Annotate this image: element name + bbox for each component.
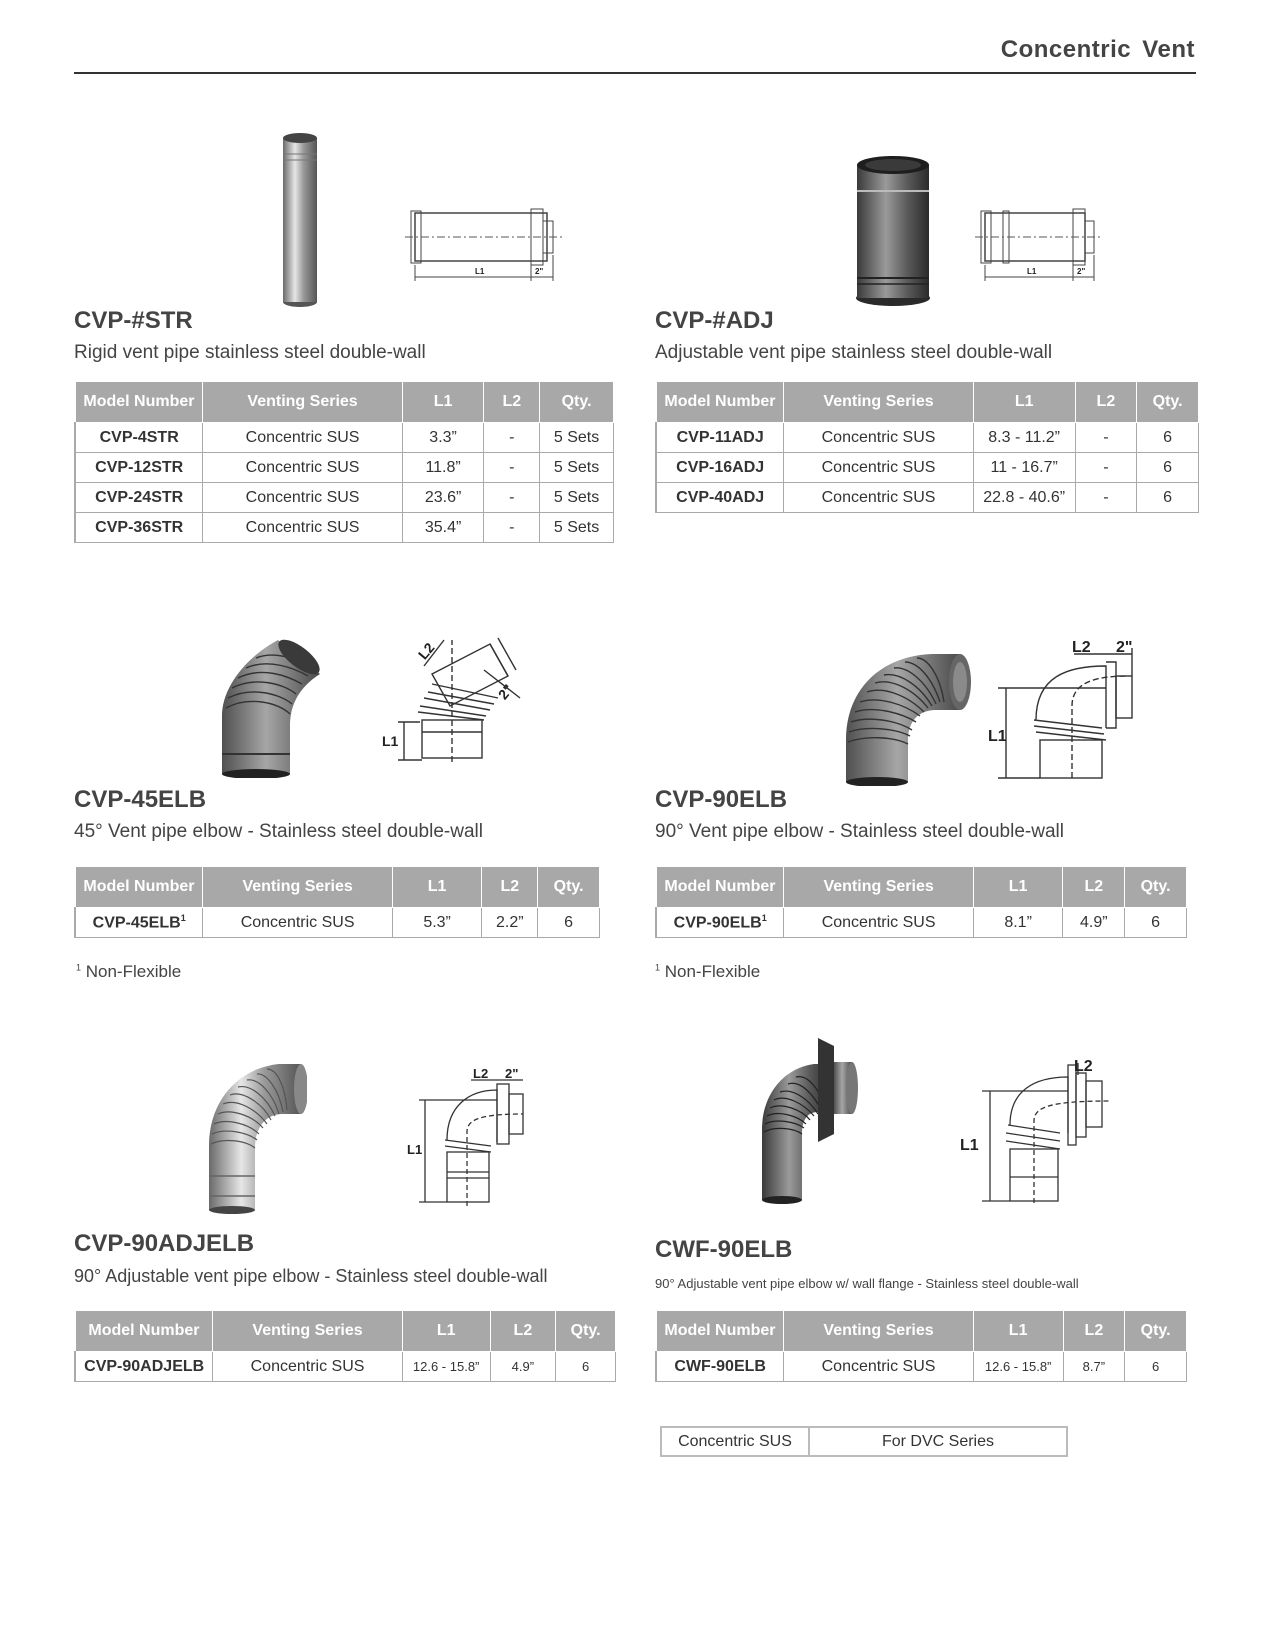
section-desc-90elb: 90° Vent pipe elbow - Stainless steel double-wall <box>655 821 1064 842</box>
col-l1: L1 <box>973 1311 1063 1352</box>
elbow-45-diagram <box>380 636 540 764</box>
section-title-str: CVP-#STR <box>74 307 193 334</box>
col-qty: Qty. <box>538 867 600 908</box>
dim-l1-label: L1 <box>960 1137 979 1154</box>
spec-table-adj <box>655 381 1199 513</box>
dim-l1-label: L1 <box>1027 267 1037 276</box>
dim-2in-label: 2" <box>505 1066 519 1081</box>
col-model-number: Model Number <box>656 1311 784 1352</box>
elbow-90-diagram <box>988 636 1158 782</box>
series-legend <box>660 1426 1068 1457</box>
spec-table-45elb <box>74 866 600 938</box>
footnote-45elb: $^1$ Non-Flexible <box>76 962 182 981</box>
col-venting-series: Venting Series <box>203 867 392 908</box>
dim-2in-label: 2" <box>535 267 544 276</box>
adjustable-elbow-diagram <box>407 1060 532 1210</box>
spec-table-90elb <box>655 866 1187 938</box>
section-title-90adjelb: CVP-90ADJELB <box>74 1230 255 1257</box>
table-header <box>75 867 600 908</box>
col-model-number: Model Number <box>75 1311 213 1352</box>
rigid-pipe-diagram <box>405 205 570 285</box>
elbow-45-photo <box>218 636 328 778</box>
legend-series: Concentric SUS <box>661 1427 809 1456</box>
col-model-number: Model Number <box>656 867 784 908</box>
table-row: CVP-16ADJ Concentric SUS 11 - 16.7” - 6 <box>656 453 1199 483</box>
section-desc-90adjelb: 90° Adjustable vent pipe elbow - Stainless steel double-wall <box>74 1266 548 1286</box>
adjustable-pipe-diagram <box>975 205 1105 285</box>
col-l1: L1 <box>973 382 1075 423</box>
col-model-number: Model Number <box>75 867 203 908</box>
dim-2in-label: 2" <box>1116 639 1133 656</box>
table-header <box>656 382 1199 423</box>
dim-2in-label: 2" <box>494 681 517 703</box>
table-row: CVP-90ELB$^1$ Concentric SUS 8.1” 4.9” 6 <box>656 908 1187 938</box>
col-qty: Qty. <box>1137 382 1199 423</box>
col-l2: L2 <box>1063 867 1125 908</box>
wall-flange-elbow-photo <box>758 1034 864 1204</box>
col-l1: L1 <box>973 867 1063 908</box>
col-l1: L1 <box>402 1311 490 1352</box>
table-row: CVP-90ADJELB Concentric SUS 12.6 - 15.8” 4.9” 6 <box>75 1352 616 1382</box>
col-venting-series: Venting Series <box>784 1311 973 1352</box>
header-rule <box>74 72 1196 74</box>
col-l2: L2 <box>490 1311 556 1352</box>
section-desc-45elb: 45° Vent pipe elbow - Stainless steel double-wall <box>74 821 483 842</box>
table-row: CVP-11ADJ Concentric SUS 8.3 - 11.2” - 6 <box>656 423 1199 453</box>
dim-l1-label: L1 <box>988 728 1007 745</box>
col-l1: L1 <box>392 867 482 908</box>
table-row: CVP-24STR Concentric SUS 23.6” - 5 Sets <box>75 483 614 513</box>
section-desc-cwf90elb: 90° Adjustable vent pipe elbow w/ wall flange - Stainless steel double-wall <box>655 1276 1079 1291</box>
section-desc-adj: Adjustable vent pipe stainless steel double-wall <box>655 342 1053 363</box>
table-row: CVP-12STR Concentric SUS 11.8” - 5 Sets <box>75 453 614 483</box>
dim-l2-label: L2 <box>1074 1058 1093 1075</box>
table-row: CVP-36STR Concentric SUS 35.4” - 5 Sets <box>75 513 614 543</box>
section-title-45elb: CVP-45ELB <box>74 786 207 813</box>
col-qty: Qty. <box>556 1311 616 1352</box>
table-row: CVP-4STR Concentric SUS 3.3” - 5 Sets <box>75 423 614 453</box>
spec-table-str <box>74 381 614 543</box>
dim-2in-label: 2" <box>1077 267 1086 276</box>
col-l2: L2 <box>1063 1311 1125 1352</box>
legend-note: For DVC Series <box>809 1427 1067 1456</box>
section-title-adj: CVP-#ADJ <box>655 307 774 334</box>
dim-l1-label: L1 <box>475 267 485 276</box>
col-qty: Qty. <box>1125 867 1187 908</box>
dim-l2-label: L2 <box>1072 639 1091 656</box>
col-l2: L2 <box>484 382 540 423</box>
col-venting-series: Venting Series <box>784 382 973 423</box>
col-qty: Qty. <box>540 382 614 423</box>
elbow-90-photo <box>844 650 974 786</box>
wall-flange-elbow-diagram <box>960 1045 1135 1205</box>
section-desc-str: Rigid vent pipe stainless steel double-wall <box>74 342 426 363</box>
table-row: CVP-40ADJ Concentric SUS 22.8 - 40.6” - 6 <box>656 483 1199 513</box>
adjustable-elbow-photo <box>205 1056 307 1214</box>
col-venting-series: Venting Series <box>203 382 402 423</box>
col-venting-series: Venting Series <box>784 867 973 908</box>
table-row: CWF-90ELB Concentric SUS 12.6 - 15.8” 8.7” 6 <box>656 1352 1187 1382</box>
table-header <box>75 382 614 423</box>
table-row: CVP-45ELB$^1$ Concentric SUS 5.3” 2.2” 6 <box>75 908 600 938</box>
dim-l1-label: L1 <box>407 1142 423 1157</box>
col-model-number: Model Number <box>75 382 203 423</box>
col-l1: L1 <box>402 382 484 423</box>
spec-table-90adjelb <box>74 1310 616 1382</box>
table-header <box>75 1311 616 1352</box>
footnote-90elb: $^1$ Non-Flexible <box>655 962 761 981</box>
table-header <box>656 867 1187 908</box>
dim-l2-label: L2 <box>473 1066 489 1081</box>
table-header <box>656 1311 1187 1352</box>
col-venting-series: Venting Series <box>213 1311 402 1352</box>
col-qty: Qty. <box>1125 1311 1187 1352</box>
adjustable-pipe-photo <box>852 153 934 308</box>
page-title: Concentric Vent <box>1000 36 1195 63</box>
rigid-pipe-photo <box>275 130 325 310</box>
col-l2: L2 <box>482 867 538 908</box>
section-title-cwf90elb: CWF-90ELB <box>655 1236 793 1263</box>
col-model-number: Model Number <box>656 382 784 423</box>
section-title-90elb: CVP-90ELB <box>655 786 788 813</box>
col-l2: L2 <box>1075 382 1137 423</box>
dim-l1-label: L1 <box>382 733 399 749</box>
spec-table-cwf90elb <box>655 1310 1187 1382</box>
dim-l2-label: L2 <box>414 639 438 663</box>
